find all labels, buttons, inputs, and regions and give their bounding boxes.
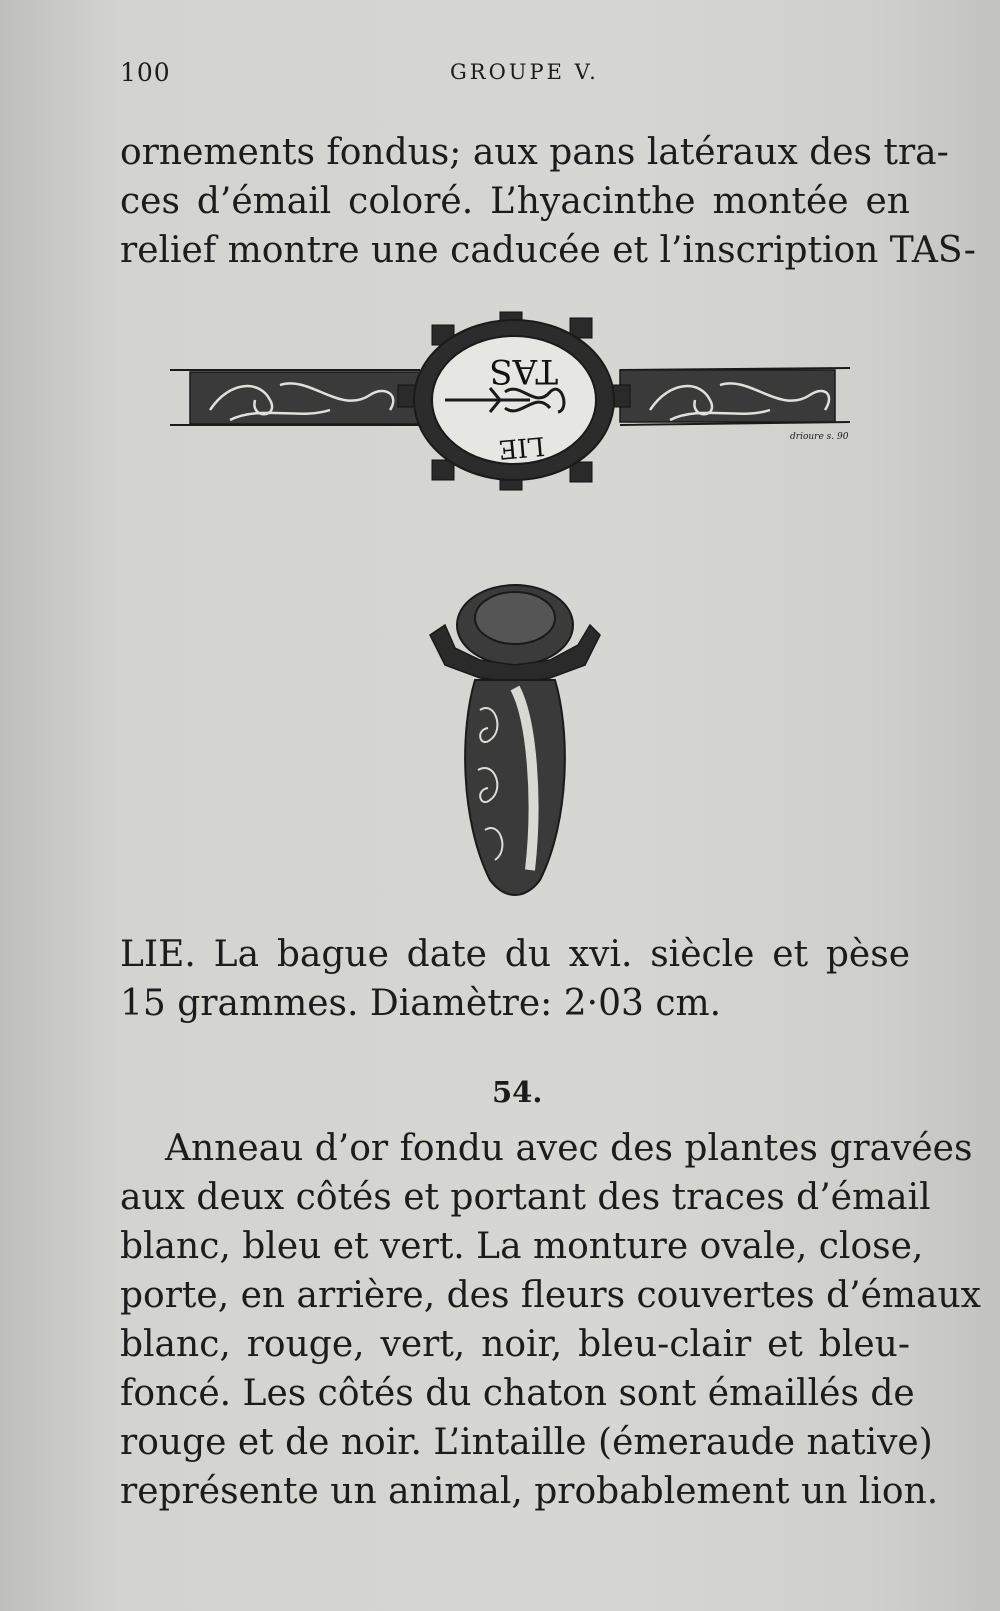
text-line: LIE. La bague date du xvi. siècle et pèse <box>120 934 910 975</box>
text-line: porte, en arrière, des fleurs couvertes d’émaux <box>120 1275 981 1316</box>
text-line: aux deux côtés et portant des traces d’émail <box>120 1177 931 1218</box>
text-line: ornements fondus; aux pans latéraux des tra- <box>120 132 949 173</box>
text-line: ces d’émail coloré. L’hyacinthe montée en <box>120 181 910 222</box>
text-line: blanc, bleu et vert. La monture ovale, close, <box>120 1226 924 1267</box>
entry-number: 54. <box>492 1075 543 1109</box>
paragraph-entry-54 <box>120 1124 981 1516</box>
ring-flat-engraving <box>170 300 870 515</box>
gem-inscription-bottom: LIE <box>497 430 546 464</box>
gem-inscription-top: TAS <box>489 351 558 391</box>
text-line: Anneau d’or fondu avec des plantes gravées <box>165 1128 973 1169</box>
text-line: rouge et de noir. L’intaille (émeraude native) <box>120 1422 933 1463</box>
page-number: 100 <box>120 58 171 87</box>
text-line: représente un animal, probablement un lion. <box>120 1471 939 1512</box>
text-line: blanc, rouge, vert, noir, bleu-clair et bleu- <box>120 1324 910 1365</box>
engraver-signature: drioure s. 90 <box>790 432 849 442</box>
paragraph-date-weight <box>120 930 910 1028</box>
text-line: foncé. Les côtés du chaton sont émaillés de <box>120 1373 915 1414</box>
text-line: 15 grammes. Diamètre: 2·03 cm. <box>120 983 722 1024</box>
text-line: relief montre une caducée et l’inscription TAS- <box>120 230 976 271</box>
paragraph-continued <box>120 128 976 275</box>
group-title: GROUPE V. <box>450 60 599 84</box>
running-head <box>120 58 920 98</box>
ring-side-engraving <box>420 570 610 910</box>
